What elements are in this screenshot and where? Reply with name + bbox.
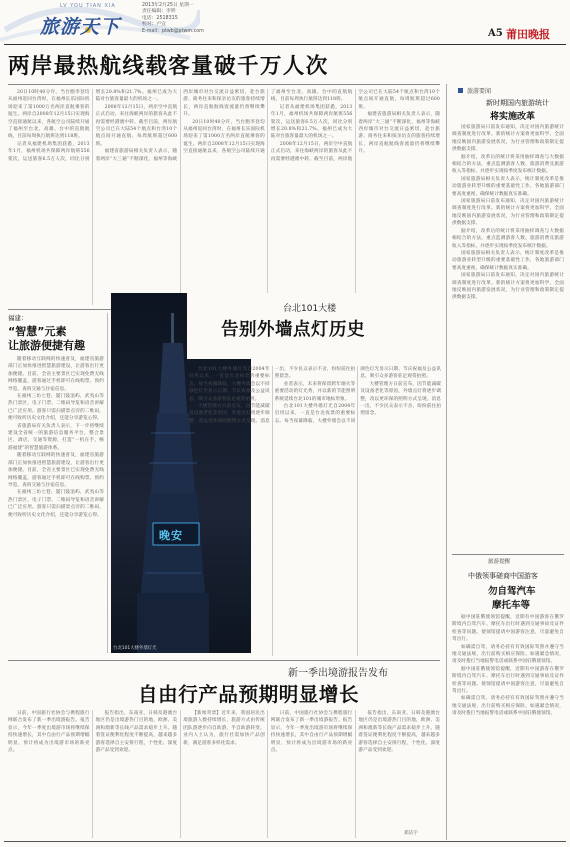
issue-date: 2013年2月25日 星期一	[142, 3, 194, 8]
section-tag-label: 旅游要闻	[467, 88, 492, 95]
lead-body	[8, 89, 440, 305]
taipei-paragraph: 业者表示，未来将保留跨年烟火等重要活动的灯光秀，并以新的节能照明系统延续台北101的城市地标形象。	[274, 381, 356, 402]
news1-paragraph: 据介绍，改革后的统计将采用抽样调查与大数据相结合的方法，重点监测游客人数、旅游消费及旅游收入等指标，并逐步实现按季度发布统计数据。	[452, 228, 564, 249]
outbound-top-rule	[8, 660, 440, 661]
lead-paragraph: 2008年12月15日，两岸空中直航正式启动，来往海峡两岸的旅客从此不再需要经港澳中转。截至目前，两岸航空公司已在大陆54个航点和台湾10个航点间开通直航，每周航班超过600班。	[270, 90, 440, 162]
outbound-title: 自由行产品预期明显增长	[138, 683, 360, 706]
issue-proofreader: 校对：卢宜	[142, 22, 166, 28]
outbound-paragraph: 日前，中国旅行社协会与携程旅行网联合发布了新一季出境游报告。报告显示，今年一季度出境游市场将继续保持快速增长，其中自由行产品预期增幅明显，预计将成为出境游市场的新亮点。	[8, 711, 90, 754]
feature-kicker: 福建：	[8, 314, 28, 322]
news1-paragraph: 国家旅游局相关负责人表示，统计制度改革是推动旅游业转型升级的重要基础性工作，各地旅游部门要高度重视，确保统计数据真实准确。	[452, 250, 564, 271]
feature-paragraph: 在福州三坊七巷、厦门鼓浪屿、武夷山等热门景区，电子门票、二维码导览和语音讲解已广泛应用。游客只需扫描景点旁的二维码，便可收听历史文化介绍，还能分享游览心得。	[8, 394, 104, 422]
taipei-headline-box	[187, 293, 441, 359]
tower-sign-text: 晚安	[159, 529, 183, 542]
taipei-paragraph: 大楼管理方日前宣布，因节能减碳及设备老化等原因，外墙点灯将逐步调整，改以更环保的照明方式呈现。消息一出，不少民众表示不舍，纷纷前往拍照留念。	[360, 381, 441, 417]
news1-paragraph: 国家旅游局日前发布通知，决定对国内旅游统计调查制度进行改革。新的统计方案将更加科学、全面地反映国内旅游发展状况，为行业管理和政策制定提供数据支撑。	[452, 199, 564, 227]
issue-phone: 电话：2518315	[142, 15, 178, 21]
issue-editor: 责任编辑：李明	[142, 9, 176, 15]
lead-paragraph: 20日10时40分许，当台胞李登均从福州返回台湾时，在福州长乐国际机场迎来了第1000万名两岸直航乘客的诞生。两岸自2008年12月15日实现海空直接通航以来，各航空公司陆续开通了福州至台北、高雄、台中的直航航线，目前每周执行航班达到118班。	[8, 90, 90, 140]
outbound-sign: 郑洁宇	[404, 831, 418, 836]
taipei-paragraph: 台北101大楼外墙灯光自2004年启用以来，一直是台北夜景的重要标志。每当夜幕降临，大楼外墙会以不同颜色灯光显示日期、节庆祝福及公益讯息，吸引众多游客驻足观赏拍照。	[189, 367, 270, 402]
feature-title-1: “智慧”元素	[8, 325, 67, 338]
lead-rule	[8, 84, 440, 85]
feature-paragraph: 在福州三坊七巷、厦门鼓浪屿、武夷山等热门景区，电子门票、二维码导览和语音讲解已广泛应用。游客只需扫描景点旁的二维码，便可收听历史文化介绍，还能分享游览心得。	[8, 490, 104, 518]
news2-paragraph: 据中国驻俄使领馆提醒，近期有中国游客在俄罗斯境内自驾汽车、摩托车出行时遇到交通事故及证件检查等问题。使领馆提请中国游客注意，尽量避免自驾出行。	[452, 666, 564, 695]
sidebar-rule	[446, 84, 447, 840]
taipei-paragraph: 台北101大楼外墙灯光自2004年启用以来，一直是台北夜景的重要标志。每当夜幕降临，大楼外墙会以不同颜色灯光显示日期、节庆祝福及公益讯息，吸引众多游客驻足观赏拍照。	[274, 367, 441, 424]
feature-title-2: 让旅游便捷有趣	[8, 339, 85, 352]
lead-paragraph: 记者从福建机场集团获悉，2013年1月，福州机场共保障两岸航班556架次，运送旅客6.5万人次，同比分别增长20.8%和21.7%。福州已成为大陆对台旅客量最大的机场之一。	[8, 90, 178, 162]
news2-paragraph: 如确需自驾，请务必持有有效国际驾照并遵守当地交通法规，出行前购买相应保险。如遇紧急情况，请及时拨打当地报警电话或联系中国驻俄使领馆。	[452, 644, 564, 665]
news1-paragraph: 据介绍，改革后的统计将采用抽样调查与大数据相结合的方法，重点监测游客人数、旅游消费及旅游收入等指标，并逐步实现按季度发布统计数据。	[452, 154, 564, 175]
taipei-subtitle: 台北101大楼	[283, 304, 337, 314]
lead-paragraph: 记者从福建机场集团获悉，2013年1月，福州机场共保障两岸航班556架次，运送旅客6.5万人次，同比分别增长20.8%和21.7%。福州已成为大陆对台旅客量最大的机场之一。	[270, 104, 353, 140]
masthead-title: 旅游天下	[40, 16, 121, 38]
lead-headline: 两岸最热航线载客量破千万人次	[8, 54, 329, 79]
outbound-subtitle: 新一季出境游报告发布	[288, 668, 388, 679]
masthead	[0, 0, 570, 48]
news2-rule	[452, 554, 564, 555]
masthead-pinyin: LV YOU TIAN XIA	[60, 3, 116, 9]
page-number: A5	[488, 28, 503, 39]
news1-paragraph: 国家旅游局相关负责人表示，统计制度改革是推动旅游业转型升级的重要基础性工作，各地旅游部门要高度重视，确保统计数据真实准确。	[452, 176, 564, 197]
news2-paragraph: 如确需自驾，请务必持有有效国际驾照并遵守当地交通法规，出行前购买相应保险。如遇紧急情况，请及时拨打当地报警电话或联系中国驻俄使领馆。	[452, 696, 564, 717]
news2-title-1: 中俄领事磋商中国游客	[468, 572, 538, 580]
taipei-body	[189, 366, 441, 656]
feature-paragraph: 随着移动互联网的快速普及，福建省旅游部门正加快推进智慧旅游建设，让游客出行更加便捷。目前，全省主要景区已实现免费无线网络覆盖，游客通过手机即可在线购票、预约导览、查询交通与住宿信息。	[8, 357, 104, 392]
news1-body	[452, 124, 564, 548]
news2-section-label: 旅游提醒	[488, 559, 511, 565]
taipei-title: 告别外墙点灯历史	[221, 320, 365, 340]
taipei-caption: 台北101大楼外墙灯光	[113, 646, 157, 651]
section-tag	[458, 86, 562, 96]
header-rule	[4, 44, 566, 45]
section-marker-icon	[458, 88, 463, 93]
lead-paragraph: 福建省旅游局相关负责人表示，随着两岸“大三通”不断深化，福州等海峡西岸城市对台交流日益密切，赴台旅游、商务往来和探亲访友的旅客持续增长，两岸直航航线客流量仍将继续攀升。	[358, 112, 440, 155]
news2-title-2: 勿自驾汽车	[488, 586, 536, 597]
feature-paragraph: 省旅游局有关负责人表示，下一步将继续建设全省统一的旅游信息服务平台，整合景区、酒店、交通等资源，打造“一机在手、畅游福建”的智慧旅游体系。	[8, 423, 104, 451]
news1-paragraph: 国家旅游局日前发布通知，决定对国内旅游统计调查制度进行改革。新的统计方案将更加科学、全面地反映国内旅游发展状况，为行业管理和政策制定提供数据支撑。	[452, 273, 564, 301]
news1-paragraph: 国家旅游局日前发布通知，决定对国内旅游统计调查制度进行改革。新的统计方案将更加科学、全面地反映国内旅游发展状况，为行业管理和政策制定提供数据支撑。	[452, 125, 564, 153]
news2-paragraph: 据中国驻俄使领馆提醒，近期有中国游客在俄罗斯境内自驾汽车、摩托车出行时遇到交通事故及证件检查等问题。使领馆提请中国游客注意，尽量避免自驾出行。	[452, 615, 564, 643]
feature-paragraph: 随着移动互联网的快速普及，福建省旅游部门正加快推进智慧旅游建设，让游客出行更加便捷。目前，全省主要景区已实现免费无线网络覆盖，游客通过手机即可在线购票、预约导览、查询交通与住宿信息。	[8, 453, 104, 488]
news1-title-2: 将实施改革	[490, 112, 536, 122]
paper-name: 莆田晚报	[506, 28, 550, 41]
news2-section	[452, 557, 564, 567]
outbound-paragraph: 报告指出，东南亚、日韩及港澳台地区仍是出境游热门目的地，欧洲、美洲和澳新等长线产品需求稳步上升。随着签证便利化程度不断提高，越来越多游客选择自主安排行程，个性化、深度游产品受到欢迎。	[358, 711, 440, 754]
news2-title-3: 摩托车等	[492, 600, 531, 611]
outbound-paragraph: 报告指出，东南亚、日韩及港澳台地区仍是出境游热门目的地，欧洲、美洲和澳新等长线产品需求稳步上升。随着签证便利化程度不断提高，越来越多游客选择自主安排行程，个性化、深度游产品受到欢迎。	[95, 711, 178, 754]
feature-body	[8, 356, 104, 652]
news2-body	[452, 614, 564, 836]
lead-paragraph: 20日10时40分许，当台胞李登均从福州返回台湾时，在福州长乐国际机场迎来了第1000万名两岸直航乘客的诞生。两岸自2008年12月15日实现海空直接通航以来，各航空公司陆续开通了福州至台北、高雄、台中的直航航线，目前每周执行航班达到118班。	[183, 90, 353, 155]
news1-title-1: 新时期国内旅游统计	[486, 99, 549, 107]
taipei-paragraph: 大楼管理方日前宣布，因节能减碳及设备老化等原因，外墙点灯将逐步调整，改以更环保的照明方式呈现。消息一出，不少民众表示不舍，纷纷前往拍照留念。	[189, 367, 356, 424]
lead-paragraph: 福建省旅游局相关负责人表示，随着两岸“大三通”不断深化，福州等海峡西岸城市对台交流日益密切，赴台旅游、商务往来和探亲访友的旅客持续增长，两岸直航航线客流量仍将继续攀升。	[95, 90, 265, 162]
issue-info	[142, 3, 204, 35]
outbound-paragraph: 【新闻背景】近年来，我国居民出境旅游人数持续增长，旅游方式由传统团队游逐步向自助游、半自助游转变。业内人士认为，旅行社需加快产品创新，满足游客多样化需求。	[183, 711, 265, 746]
outbound-body	[8, 710, 440, 838]
feature-column-rule	[107, 313, 108, 653]
footer-rule	[4, 841, 566, 842]
lead-paragraph: 2008年12月15日，两岸空中直航正式启动，来往海峡两岸的旅客从此不再需要经港澳中转。截至目前，两岸航空公司已在大陆54个航点和台湾10个航点间开通直航，每周航班超过600班。	[95, 104, 178, 147]
issue-email: E-mail：ptwb@ptwm.com	[142, 28, 204, 34]
outbound-paragraph: 日前，中国旅行社协会与携程旅行网联合发布了新一季出境游报告。报告显示，今年一季度出境游市场将继续保持快速增长，其中自由行产品预期增幅明显，预计将成为出境游市场的新亮点。	[270, 711, 353, 754]
